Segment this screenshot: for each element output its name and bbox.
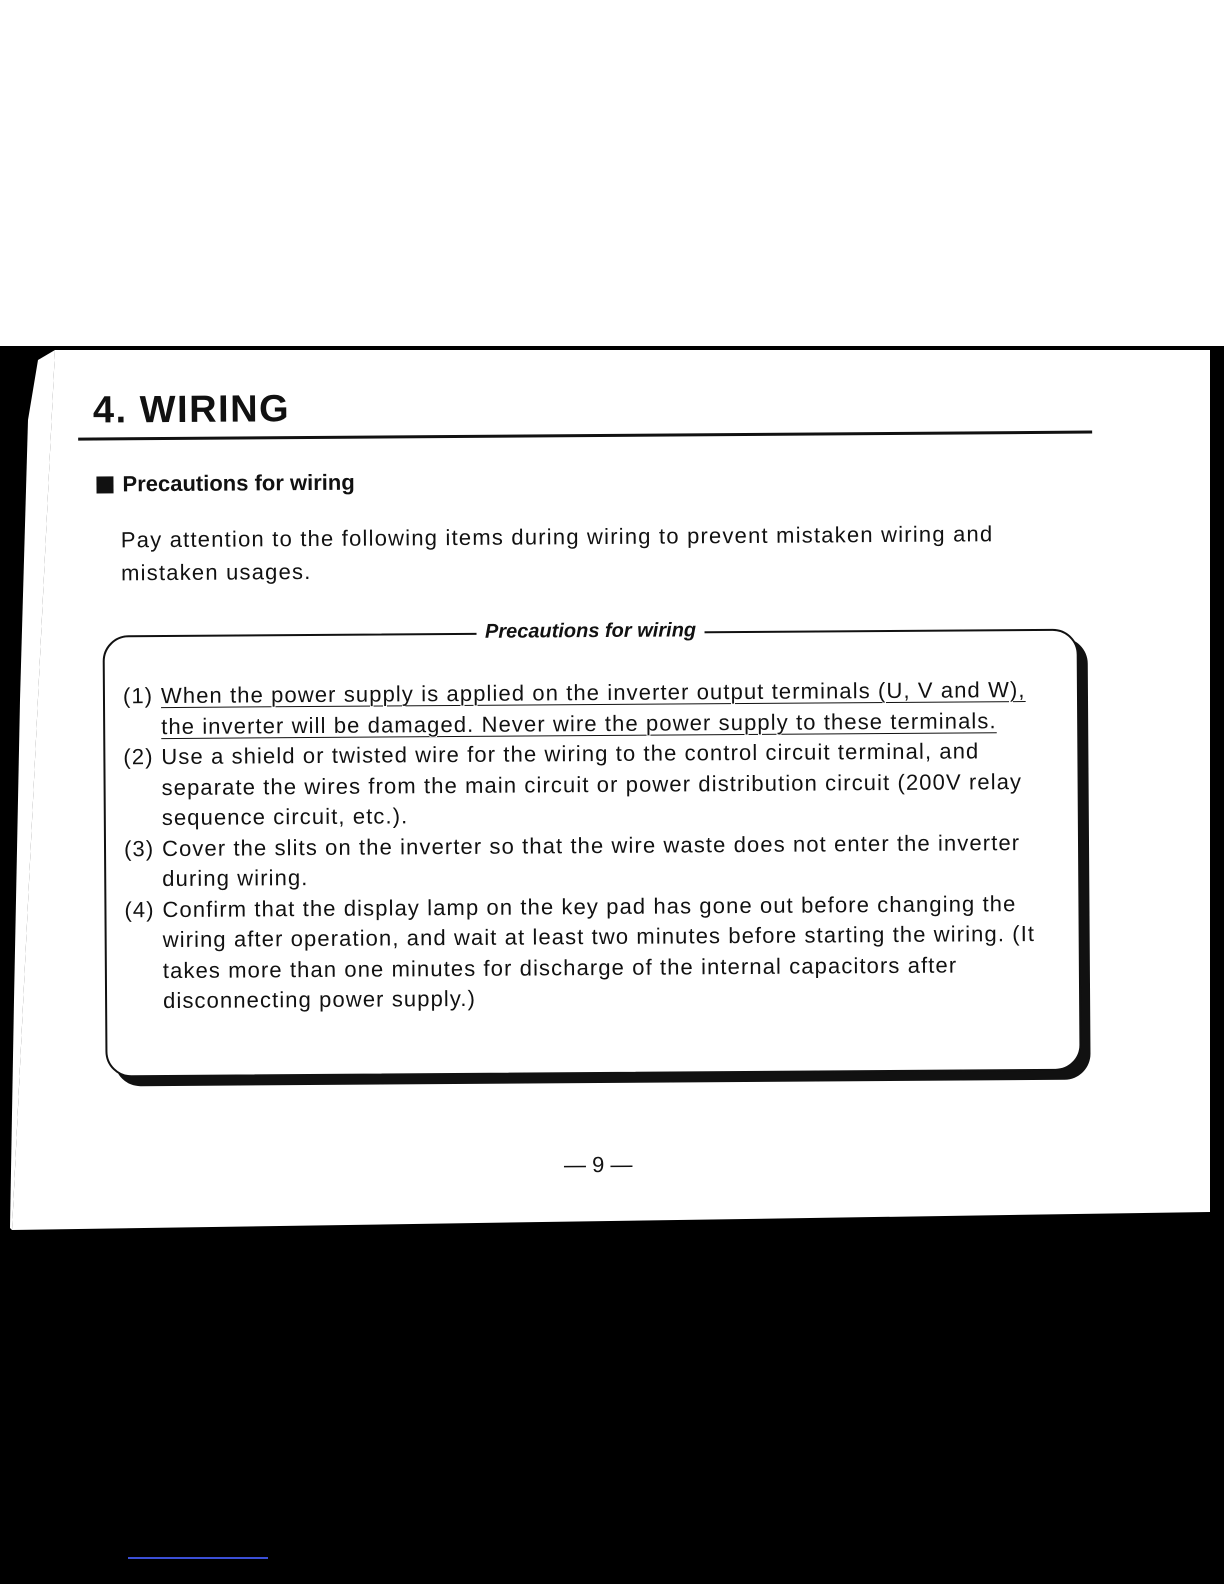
list-item-text: Confirm that the display lamp on the key pad has gone out before changing the wiring after operation, and wait at least two minutes before starting the wiring. (It takes more than one minutes for discharge of the internal capacitors after disconnecting power supply.) (162, 890, 1036, 1014)
section-heading (96, 470, 354, 498)
list-item-number: (2) (123, 744, 154, 770)
page-title: 4. WIRING (92, 388, 291, 432)
section-heading-text: Precautions for wiring (122, 469, 355, 497)
list-item-text: Use a shield or twisted wire for the wiring to the control circuit terminal, and separate the wires from the main circuit or power distribution circuit (200V relay sequence circuit, etc.). (161, 738, 1023, 831)
precautions-box (103, 619, 1082, 1078)
precautions-list (123, 675, 1065, 1017)
precautions-box-title-text: Precautions for wiring (477, 619, 704, 643)
list-item (124, 827, 1064, 895)
intro-paragraph: Pay attention to the following items during wiring to prevent mistaken wiring and mistaken usages. (120, 521, 994, 586)
list-item-number: (1) (122, 683, 154, 709)
list-item-text: When the power supply is applied on the inverter output terminals (U, V and W), the inverter will be damaged. Never wire the power supply to these terminals. (160, 677, 1026, 739)
precautions-box-title (104, 617, 1076, 647)
title-rule (78, 431, 1092, 441)
page-number: — 9 — (563, 1151, 633, 1178)
list-item-text: Cover the slits on the inverter so that the wire waste does not enter the inverter during wiring. (161, 829, 1021, 892)
list-item (124, 888, 1065, 1017)
list-item (123, 736, 1064, 834)
list-item-number: (3) (123, 835, 155, 861)
list-item-number: (4) (124, 896, 155, 922)
list-item (123, 675, 1063, 743)
square-bullet-icon (96, 476, 113, 493)
